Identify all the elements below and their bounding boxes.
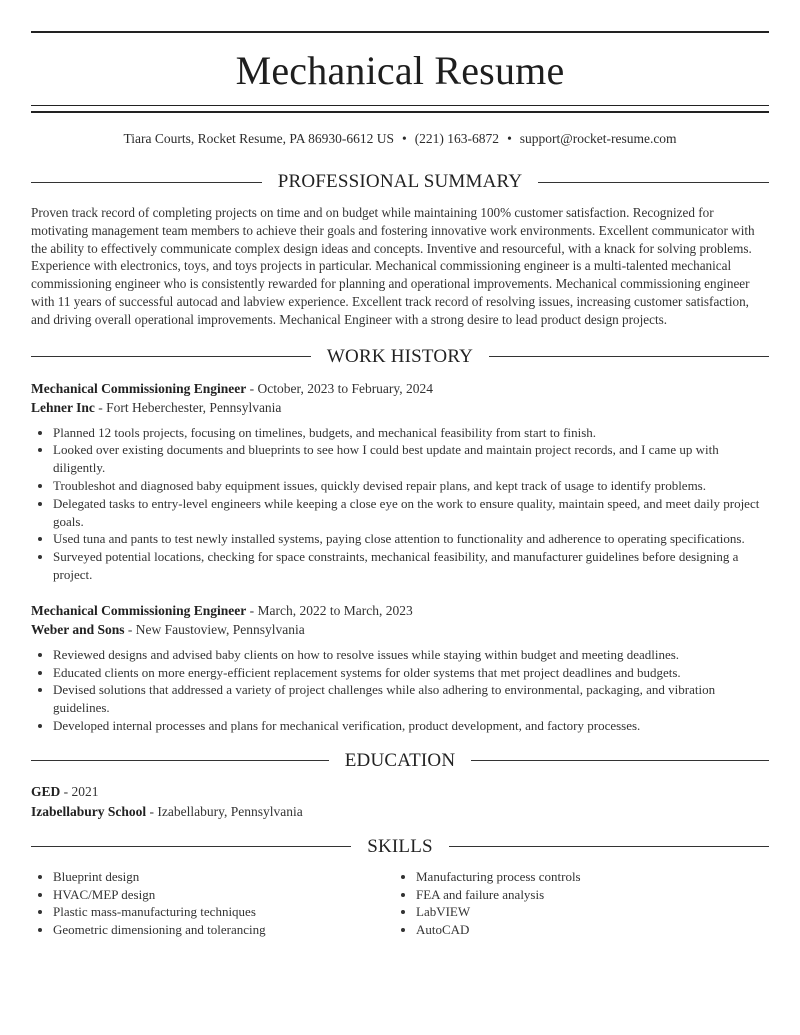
job-company: Weber and Sons (31, 621, 125, 637)
job-location: New Faustoview, Pennsylvania (135, 621, 305, 637)
section-title: SKILLS (367, 835, 433, 857)
section-heading-skills (31, 835, 769, 859)
dash: - (246, 602, 258, 618)
job-company-line (31, 398, 769, 417)
job-entry (31, 601, 769, 735)
education-year: 2021 (71, 783, 99, 799)
job-bullet: • Troubleshot and diagnosed baby equipment issues, quickly devised repair plans, and kept track of usage to identify problems. (53, 477, 769, 495)
section-heading-summary (31, 170, 769, 194)
section-title: WORK HISTORY (326, 345, 474, 367)
job-bullets (31, 424, 769, 584)
dash: - (60, 783, 72, 799)
job-title-line (31, 379, 769, 398)
contact-separator: • (507, 131, 512, 146)
job-bullet: • Reviewed designs and advised baby clients on how to resolve issues while staying within budget and meeting deadlines. (53, 646, 769, 664)
skill-item: • LabVIEW (416, 903, 581, 921)
heading-rule-left (31, 760, 329, 761)
education-degree: GED (31, 783, 61, 799)
job-title: Mechanical Commissioning Engineer (31, 602, 247, 618)
dash: - (124, 621, 136, 637)
section-title: PROFESSIONAL SUMMARY (277, 171, 523, 192)
resume-title: Mechanical Resume (235, 48, 565, 93)
skill-item: • HVAC/MEP design (53, 886, 394, 904)
title-double-rule (31, 105, 769, 113)
contact-separator: • (401, 131, 407, 146)
contact-address: Tiara Courts, Rocket Resume, PA 86930-6612 US (123, 131, 394, 146)
skills-column-left (31, 868, 394, 939)
heading-rule-right (489, 356, 769, 357)
education-school: Izabellabury School (31, 803, 147, 819)
section-heading-education (31, 749, 769, 773)
dash: - (94, 399, 107, 415)
dash: - (146, 803, 158, 819)
contact-phone: (221) 163-6872 (414, 131, 500, 146)
education-entry (31, 782, 769, 821)
summary-text: Proven track record of completing projects on time and on budget while maintaining 100% customer satisfaction. Recognized for motivating management team members to achieve their goals and fostering innovative work environments. Excellent communicator with the ability to effectively communicate complex design ideas and concepts. Inventive and resourceful, with a knack for solving problems. Experience with electronics, toys, and toys projects in particular. Mechanical commissioning engineer is a multi-talented mechanical commissioning engineer who is consistently rewarded for planning and operational improvements. Mechanical commissioning engineer with 11 years of successful autocad and labview experience. Excellent track record of resolving issues, increasing customer satisfaction, and driving overall operational improvements. Mechanical Engineer with a strong desire to lead product design projects. (31, 205, 755, 327)
section-heading-work-history (31, 345, 769, 369)
top-rule (31, 31, 769, 33)
education-school-line (31, 802, 769, 821)
job-bullets (31, 646, 769, 735)
skill-item: • AutoCAD (416, 921, 581, 939)
section-title: EDUCATION (344, 749, 456, 771)
job-bullet: • Delegated tasks to entry-level engineers while keeping a close eye on the work to ensure quality, maintain speed, and meet daily project goals. (53, 495, 769, 531)
job-bullet: • Educated clients on more energy-efficient replacement systems for older systems that met project deadlines and budgets. (53, 664, 769, 682)
contact-email: support@rocket-resume.com (519, 131, 677, 146)
job-title-line (31, 601, 769, 620)
heading-rule-left (31, 182, 262, 183)
job-bullet: • Looked over existing documents and blueprints to see how I could best update and maintain project records, and I came up with diligently. (53, 441, 769, 477)
job-entry (31, 379, 769, 584)
job-dates: March, 2022 to March, 2023 (257, 602, 413, 618)
heading-rule-right (538, 182, 769, 183)
education-degree-line (31, 782, 769, 801)
job-bullet: • Surveyed potential locations, checking for space constraints, mechanical feasibility, and manufacturer guidelines before designing a project. (53, 548, 769, 584)
job-company: Lehner Inc (31, 399, 95, 415)
heading-rule-left (31, 846, 351, 847)
job-bullet: • Used tuna and pants to test newly installed systems, paying close attention to functionality and adherence to operating specifications. (53, 530, 769, 548)
job-bullet: • Devised solutions that addressed a variety of project challenges while also adhering to environmental, packaging, and vibration guidelines. (53, 681, 769, 717)
heading-rule-left (31, 356, 311, 357)
dash: - (246, 380, 258, 396)
skill-item: • Blueprint design (53, 868, 394, 886)
job-dates: October, 2023 to February, 2024 (257, 380, 434, 396)
job-location: Fort Heberchester, Pennsylvania (106, 399, 282, 415)
skill-item: • Manufacturing process controls (416, 868, 581, 886)
job-bullet: • Planned 12 tools projects, focusing on timelines, budgets, and mechanical feasibility from start to finish. (53, 424, 769, 442)
heading-rule-right (471, 760, 769, 761)
education-location: Izabellabury, Pennsylvania (157, 803, 303, 819)
skill-item: • FEA and failure analysis (416, 886, 581, 904)
resume-page (31, 31, 769, 939)
job-title: Mechanical Commissioning Engineer (31, 380, 247, 396)
skill-item: • Plastic mass-manufacturing techniques (53, 903, 394, 921)
job-bullet: • Developed internal processes and plans for mechanical verification, product development, and factory processes. (53, 717, 769, 735)
heading-rule-right (449, 846, 769, 847)
skills-list (31, 868, 769, 939)
skills-column-right (394, 868, 581, 939)
job-company-line (31, 620, 769, 639)
skill-item: • Geometric dimensioning and tolerancing (53, 921, 394, 939)
contact-line (31, 130, 769, 148)
